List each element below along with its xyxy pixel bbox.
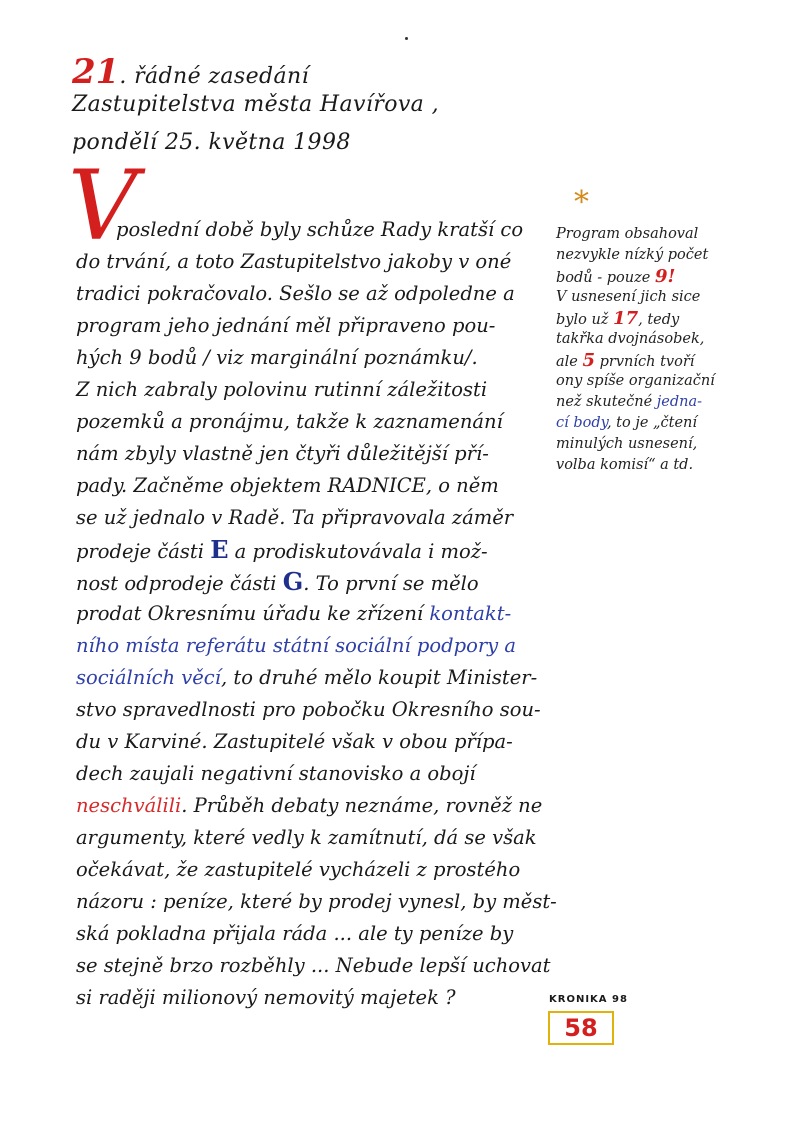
header-date: pondělí 25. května 1998 — [72, 130, 351, 155]
note-number: 5 — [582, 350, 596, 371]
text-span: prodat Okresnímu úřadu ke zřízení — [76, 602, 430, 625]
text-span: nost odprodeje části — [76, 572, 283, 595]
note-line: V usnesení jich sice — [556, 289, 701, 305]
body-line: stvo spravedlnosti pro pobočku Okresního sou- — [76, 698, 541, 721]
body-line — [76, 793, 542, 819]
highlight-blue: jedna- — [656, 394, 703, 410]
note-line: takřka dvojnásobek, — [556, 331, 705, 347]
body-line: hých 9 bodů / viz marginální poznámku/. — [76, 346, 478, 369]
body-line: poslední době byly schůze Rady kratší co — [116, 218, 524, 241]
body-line: do trvání, a toto Zastupitelstvo jakoby v oné — [76, 250, 512, 273]
page-number: 58 — [548, 1011, 614, 1045]
text-span: a prodiskutovávala i mož- — [228, 540, 488, 563]
highlight-red: neschválili — [76, 794, 182, 817]
highlight-blue: cí body — [556, 415, 607, 431]
ink-dot — [405, 37, 408, 40]
text-span: , to je „čtení — [606, 415, 698, 431]
text-span: než skutečné — [556, 394, 657, 410]
body-line: se už jednalo v Radě. Ta připravovala záměr — [76, 506, 514, 529]
text-span: . To první se mělo — [303, 572, 479, 595]
note-line: Program obsahoval — [556, 226, 699, 242]
text-span: bodů - pouze — [556, 270, 655, 286]
text-span: , tedy — [638, 312, 680, 328]
body-line — [76, 569, 479, 597]
drop-cap: V — [68, 150, 138, 262]
text-span: ! — [667, 266, 676, 287]
body-line: nám zbyly vlastně jen čtyři důležitější pří- — [76, 442, 489, 465]
text-span: ale — [556, 354, 583, 370]
text-span: prvních tvoří — [595, 354, 695, 370]
text-span: bylo už — [556, 312, 614, 328]
body-line: du v Karviné. Zastupitelé však v obou přípa- — [76, 730, 513, 753]
body-line-blue: ního místa referátu státní sociální podpory a — [76, 634, 516, 657]
body-line: pady. Začněme objektem RADNICE, o něm — [76, 474, 499, 497]
note-line — [556, 414, 697, 433]
body-line: tradici pokračovalo. Sešlo se až odpoledne a — [76, 282, 515, 305]
body-line — [76, 537, 488, 565]
highlight-blue: kontakt- — [429, 602, 512, 625]
body-line: ská pokladna přijala ráda ... ale ty peníze by — [76, 922, 514, 945]
body-line: si raději milionový nemovitý majetek ? — [76, 986, 456, 1009]
note-line — [556, 351, 694, 372]
body-line: očekávat, že zastupitelé vycházeli z prostého — [76, 858, 521, 881]
chronicle-mark: KRONIKA 98 — [549, 994, 628, 1005]
body-line: program jeho jednání měl připraveno pou- — [76, 314, 496, 337]
note-line — [556, 393, 702, 412]
body-line: pozemků a pronájmu, takže k zaznamenání — [76, 410, 503, 433]
note-line: volba komisí“ a td. — [556, 457, 694, 473]
session-number: 21 — [72, 52, 120, 92]
text-span: prodeje části — [76, 540, 211, 563]
body-line: argumenty, které vedly k zamítnutí, dá se však — [76, 826, 537, 849]
note-number: 17 — [613, 308, 639, 329]
body-line: se stejně brzo rozběhly ... Nebude lepší uchovat — [76, 954, 551, 977]
body-line: Z nich zabraly polovinu rutinní záležitosti — [76, 378, 488, 401]
text-span: , to druhé mělo koupit Minister- — [220, 666, 538, 689]
note-line: nezvykle nízký počet — [556, 247, 709, 263]
body-line — [76, 601, 511, 627]
highlight-blue: sociálních věcí — [76, 666, 221, 689]
asterisk-icon: * — [574, 185, 589, 220]
body-line: názoru : peníze, které by prodej vynesl, by měst- — [76, 890, 557, 913]
part-letter-e: E — [210, 535, 229, 564]
session-label: . řádné zasedání — [119, 64, 310, 89]
body-line: dech zaujali negativní stanovisko a obojí — [76, 762, 476, 785]
text-span: . Průběh debaty neznáme, rovněž ne — [181, 794, 543, 817]
note-number: 9 — [654, 266, 668, 287]
header-line-2: Zastupitelstva města Havířova , — [72, 92, 439, 117]
note-line: minulých usnesení, — [556, 436, 698, 452]
body-line — [76, 665, 537, 691]
note-line: ony spíše organizační — [556, 373, 715, 389]
header-line-1 — [72, 52, 309, 92]
note-line — [556, 309, 679, 330]
note-line — [556, 267, 675, 288]
part-letter-g: G — [282, 567, 304, 596]
